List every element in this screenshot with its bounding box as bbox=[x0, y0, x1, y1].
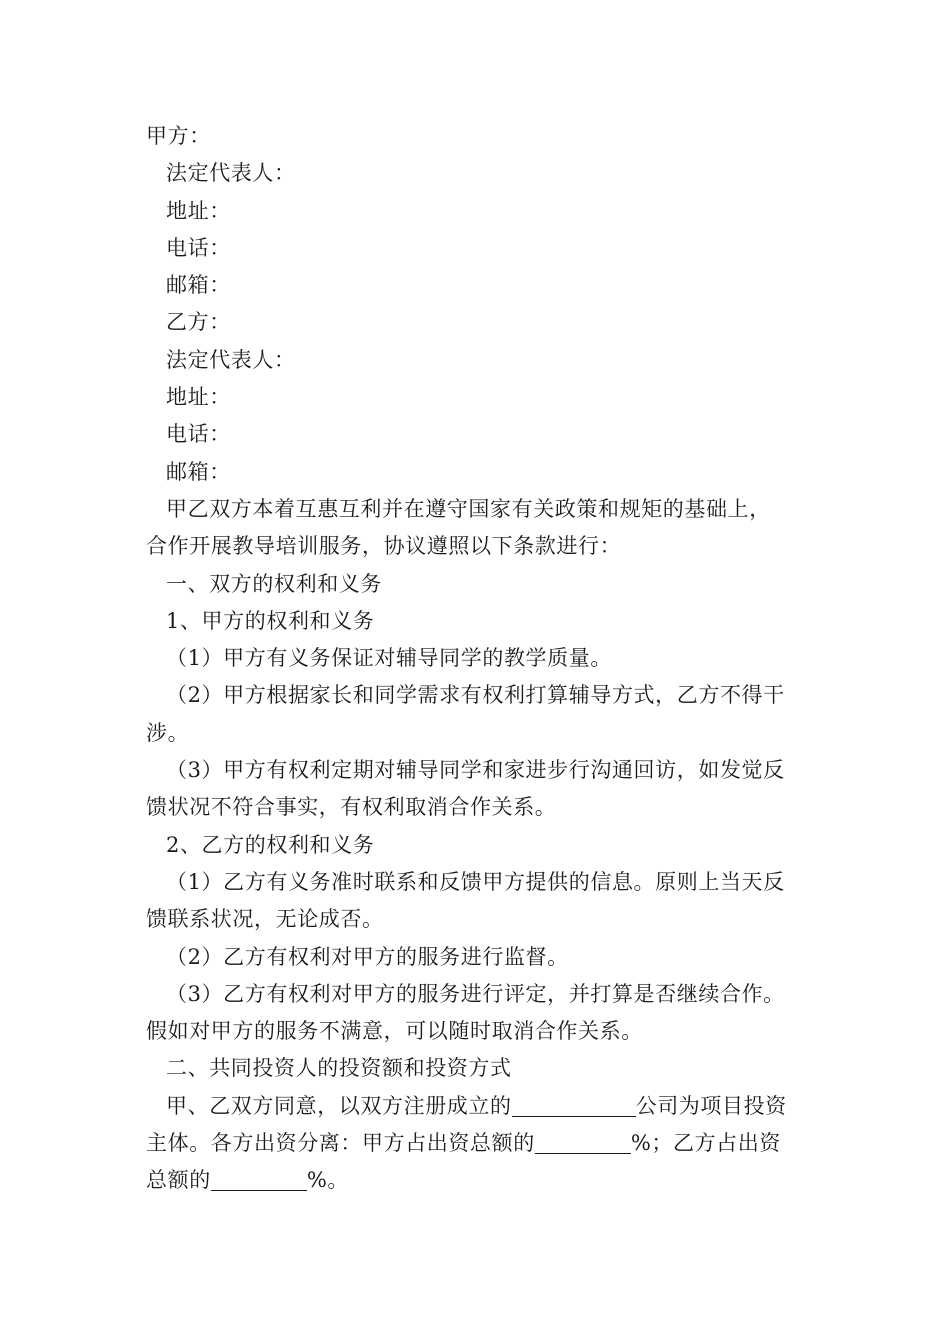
party-b-email: 邮箱： bbox=[166, 459, 231, 484]
company-name-blank[interactable] bbox=[512, 1094, 636, 1117]
section-1b-item-2: （2）乙方有权利对甲方的服务进行监督。 bbox=[166, 944, 569, 969]
party-b-title: 乙方： bbox=[166, 310, 231, 335]
party-b-share-blank[interactable] bbox=[211, 1168, 307, 1191]
party-a-email: 邮箱： bbox=[166, 273, 231, 298]
section-1a-item-2-line-1: （2）甲方根据家长和同学需求有权利打算辅导方式，乙方不得干 bbox=[166, 683, 785, 708]
intro-line-1: 甲乙双方本着互惠互利并在遵守国家有关政策和规矩的基础上， bbox=[166, 496, 771, 521]
section-2-line-2-text-b: %；乙方占出资 bbox=[630, 1131, 781, 1156]
party-b-address: 地址： bbox=[166, 385, 231, 410]
section-1a-item-2-line-2: 涉。 bbox=[146, 720, 190, 745]
section-2-heading: 二、共同投资人的投资额和投资方式 bbox=[166, 1056, 512, 1081]
section-1a-item-3-line-1: （3）甲方有权利定期对辅导同学和家进步行沟通回访，如发觉反 bbox=[166, 758, 785, 783]
party-b-representative: 法定代表人： bbox=[166, 347, 296, 372]
intro-line-2: 合作开展教导培训服务，协议遵照以下条款进行： bbox=[146, 534, 622, 559]
section-1b-item-3-line-2: 假如对甲方的服务不满意，可以随时取消合作关系。 bbox=[146, 1019, 643, 1044]
section-1b-item-1-line-1: （1）乙方有义务准时联系和反馈甲方提供的信息。原则上当天反 bbox=[166, 869, 785, 894]
section-2-line-3-text-a: 总额的 bbox=[146, 1168, 211, 1193]
section-1b-item-1-line-2: 馈联系状况，无论成否。 bbox=[146, 907, 384, 932]
section-1a-item-1: （1）甲方有义务保证对辅导同学的教学质量。 bbox=[166, 646, 612, 671]
party-a-title: 甲方： bbox=[146, 124, 211, 148]
section-2-line-2 bbox=[146, 1125, 808, 1162]
section-2-line-3 bbox=[146, 1162, 808, 1199]
section-1a-heading: 1、甲方的权利和义务 bbox=[166, 608, 375, 633]
party-b-phone: 电话： bbox=[166, 422, 231, 447]
section-2-line-3-text-b: %。 bbox=[306, 1168, 349, 1193]
party-a-address: 地址： bbox=[166, 198, 231, 223]
section-1b-heading: 2、乙方的权利和义务 bbox=[166, 832, 375, 857]
party-a-share-blank[interactable] bbox=[535, 1131, 631, 1154]
section-1a-item-3-line-2: 馈状况不符合事实，有权利取消合作关系。 bbox=[146, 795, 557, 820]
contract-document bbox=[146, 118, 808, 1200]
section-1b-item-3-line-1: （3）乙方有权利对甲方的服务进行评定，并打算是否继续合作。 bbox=[166, 981, 785, 1006]
section-2-line-1-text-a: 甲、乙双方同意，以双方注册成立的 bbox=[166, 1093, 512, 1118]
party-a-representative: 法定代表人： bbox=[166, 161, 296, 186]
section-2-line-1-text-b: 公司为项目投资 bbox=[635, 1093, 787, 1118]
section-2-line-2-text-a: 主体。各方出资分离：甲方占出资总额的 bbox=[146, 1131, 535, 1156]
section-2-line-1 bbox=[146, 1088, 808, 1125]
party-a-phone: 电话： bbox=[166, 235, 231, 260]
section-1-heading: 一、双方的权利和义务 bbox=[166, 571, 382, 596]
